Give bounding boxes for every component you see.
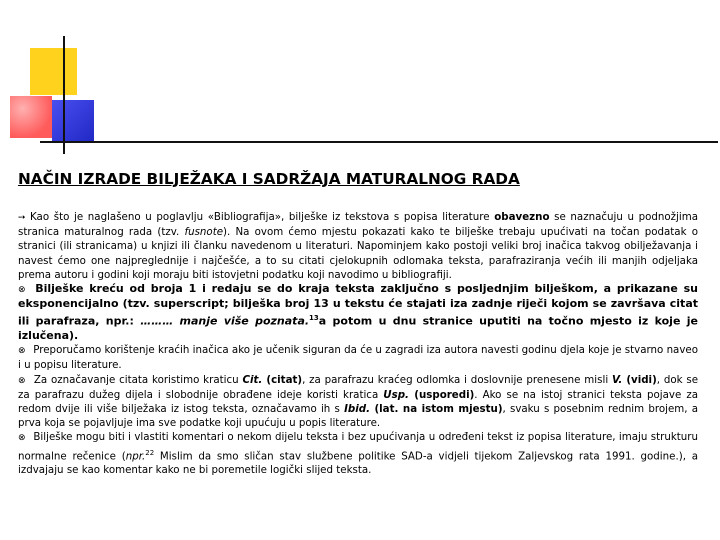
circle-bullet-icon: ⊗ — [18, 433, 26, 444]
decor-blue-square — [52, 100, 94, 142]
circle-bullet-icon: ⊗ — [18, 375, 26, 386]
emphasis-obavezno: obavezno — [494, 211, 550, 223]
paragraph-abbreviations: ⊗ Za označavanje citata koristimo kraticu Cit. (citat), za parafrazu kraćeg odlomka i doslovnije prenesene misli V. (vidi), dok se za parafrazu dužeg dijela i slobodnije obrađene ideje koristi kratica Usp. (usporedi). Ako se na istoj stranici teksta pojave za redom dvije ili više bilježaka iz istog teksta, označavamo ih s Ibid. (lat. na istom mjestu), svaku s posebnim rednim brojem, a prva koja se pojavljuje ima sve podatke koji upućuju u popis literature. — [18, 373, 699, 430]
paragraph-intro: ➙ Kao što je naglašeno u poglavlju «Bibliografija», bilješke iz tekstova s popisa literature obavezno se naznačuju u podnožjima stranica maturalnog rada (tzv. fusnote). Na ovom ćemo mjestu pokazati kako te bilješke trebaju upućivati na točan podatak o stranici (ili stranicama) u knjizi ili članku navedenom u literaturi. Napominjem kako postoji veliki broj inačica takvog obilježavanja i navest ćemo one najpreglednije i najčešće, a to su citati cjelokupnih odlomaka teksta, parafraziranja većih ili manjih odjeljaka prema autoru i godini koji moraju biti istovjetni podatku koji navodimo u bibliografiji. — [18, 211, 699, 281]
arrow-bullet-icon: ➙ — [18, 213, 26, 223]
slide-body — [18, 210, 698, 477]
paragraph-numbering: ⊗ Bilješke kreću od broja 1 i redaju se do kraja teksta zaključno s posljednjim bilješkom, a prikazane su eksponencijalno (tzv. superscript; bilješka broj 13 u tekstu će stajati iza zadnje riječi kojom se završava citat ili parafraza, npr.: ……… manje više poznata.$^{13}$a potom u dnu stranice uputiti na točno mjesto iz koje je izlučena). — [18, 282, 698, 343]
circle-bullet-icon: ⊗ — [18, 346, 26, 357]
decor-red-square — [10, 96, 52, 138]
paragraph-short-versions: ⊗ Preporučamo korištenje kraćih inačica ako je učenik siguran da će u zagradi iza autora navesti godinu djela koje je stvarno naveo i u popisu literature. — [18, 344, 698, 372]
decor-yellow-square — [30, 48, 77, 95]
paragraph-comments: ⊗ Bilješke mogu biti i vlastiti komentari o nekom dijelu teksta i bez upućivanja u određeni tekst iz popisa literature, imaju strukturu normalne rečenice (npr.$^{22}$ Mislim da smo sličan stav službene politike SAD-a vidjeli tijekom Zaljevskog rata 1991. godine.), a izdvajaju se kao komentar kako ne bi poremetile logički slijed teksta. — [18, 431, 698, 477]
slide-title: NAČIN IZRADE BILJEŽAKA I SADRŽAJA MATURALNOG RADA — [18, 170, 520, 188]
superscript-22: 22 — [145, 448, 155, 457]
circle-bullet-icon: ⊗ — [18, 285, 26, 296]
decor-horizontal-line — [40, 141, 718, 143]
superscript-13: 13 — [309, 314, 319, 323]
decor-vertical-line — [63, 36, 65, 154]
